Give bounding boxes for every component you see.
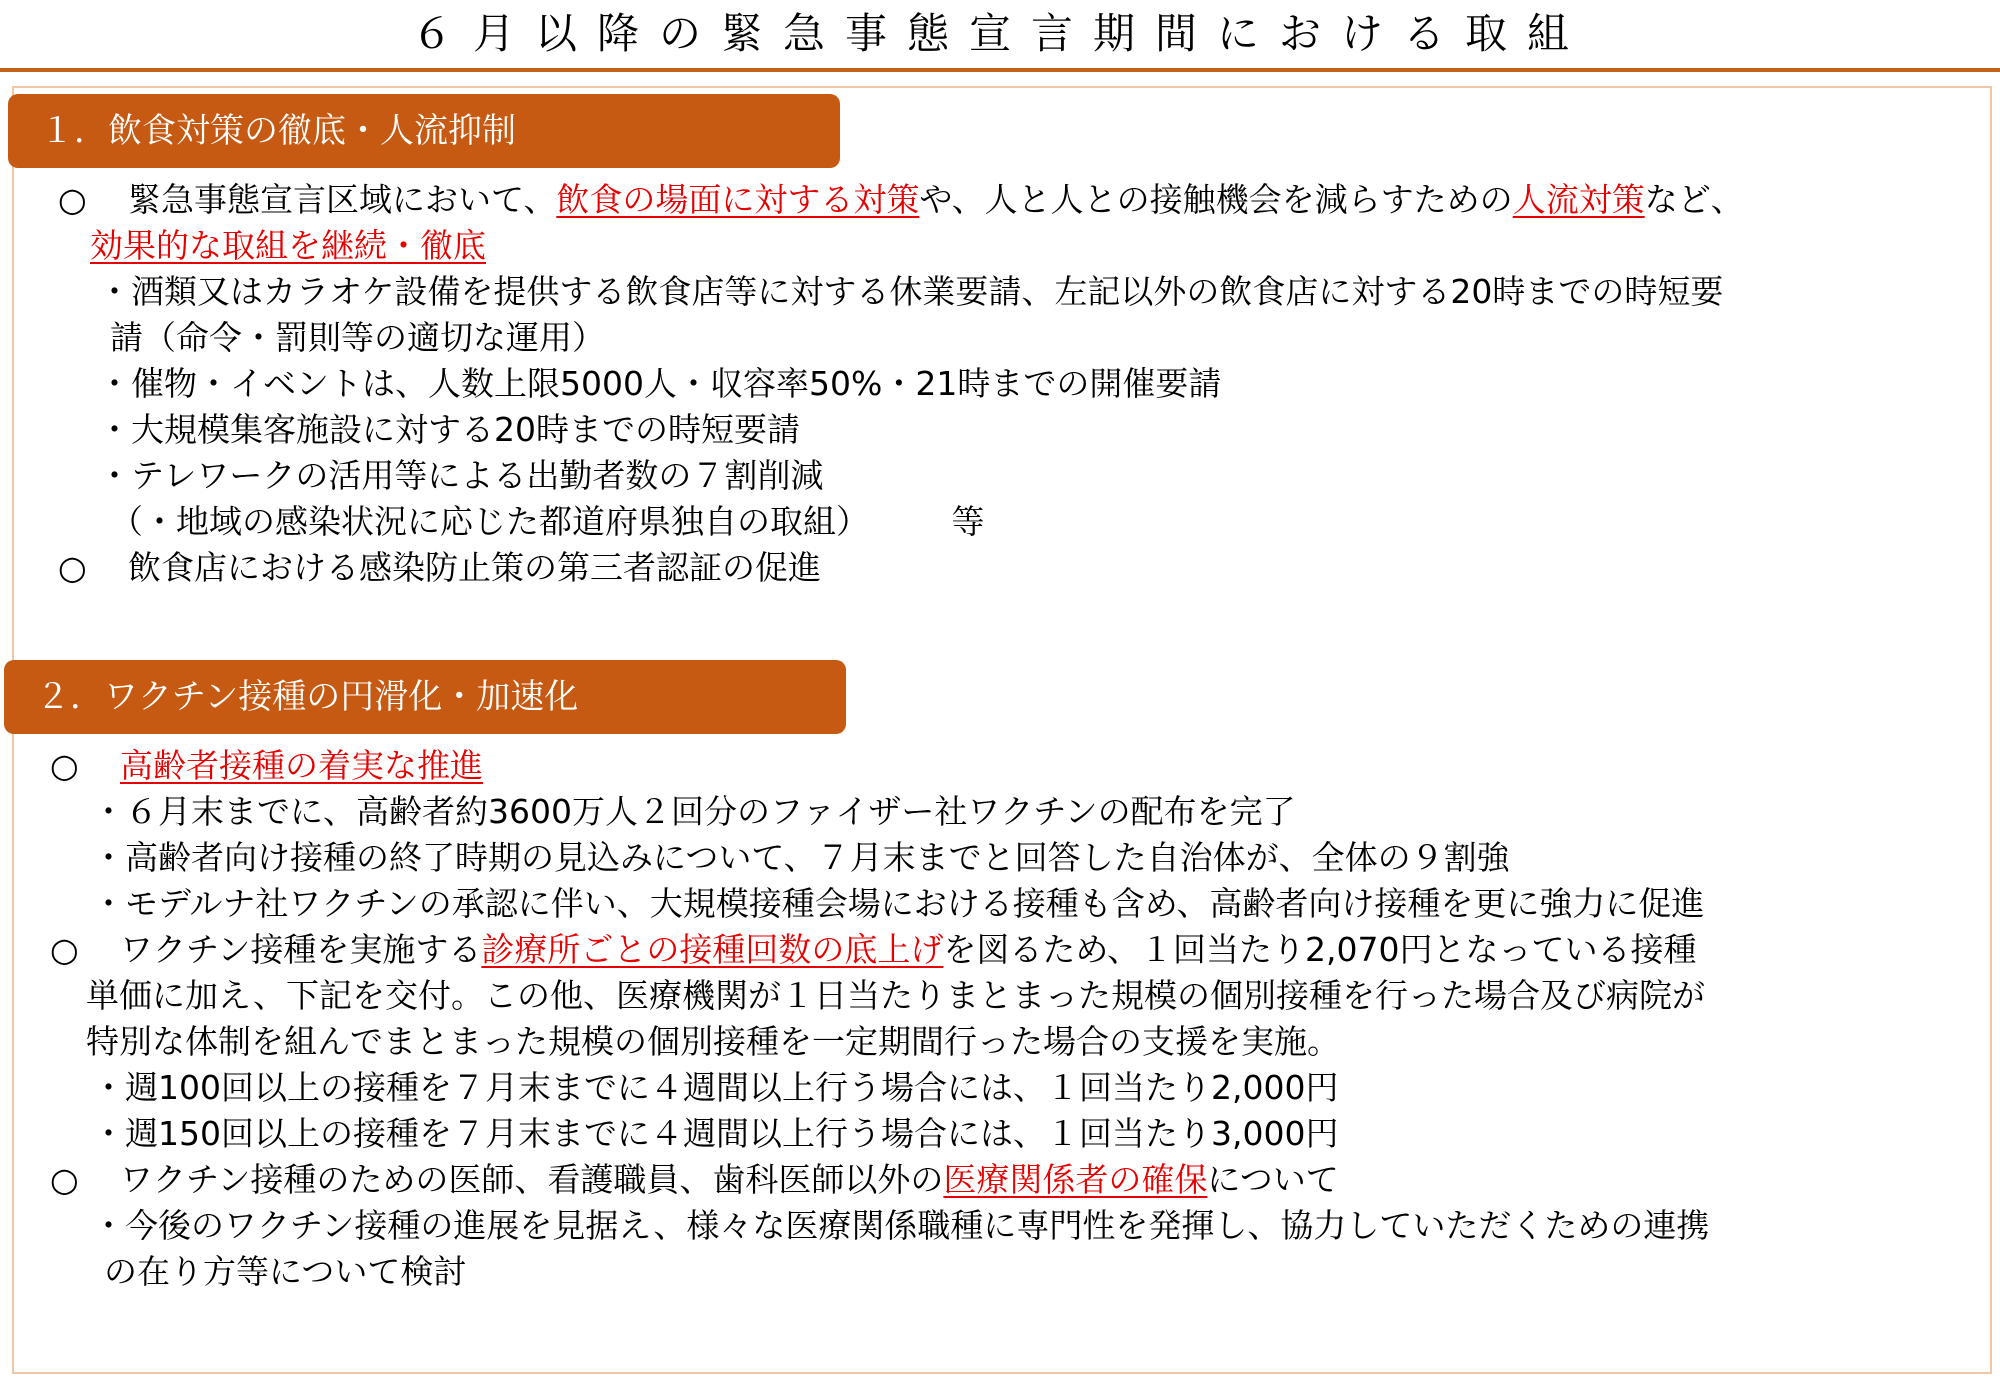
highlighted-text: 高齢者接種の着実な推進 xyxy=(120,746,483,785)
body-text: について xyxy=(1207,1160,1339,1199)
body-text: など、 xyxy=(1644,180,1744,219)
text-line xyxy=(90,224,486,268)
bullet-item xyxy=(50,744,483,788)
text-line xyxy=(92,1112,1338,1156)
title-underline xyxy=(0,68,2000,72)
body-text: （・地域の感染状況に応じた都道府県独自の取組） 等 xyxy=(110,502,985,541)
body-text: 緊急事態宣言区域において、 xyxy=(128,180,557,219)
text-line xyxy=(98,270,1723,314)
bullet-item xyxy=(50,928,1697,972)
text-line xyxy=(92,790,1296,834)
bullet-item xyxy=(58,546,821,590)
text-line xyxy=(110,500,985,544)
text-line xyxy=(92,882,1704,926)
text-line xyxy=(92,836,1510,880)
body-text: ・大規模集客施設に対する20時までの時短要請 xyxy=(98,410,800,449)
text-line xyxy=(92,1066,1338,1110)
page-title: ６月以降の緊急事態宣言期間における取組 xyxy=(410,9,1589,58)
highlighted-text: 効果的な取組を継続・徹底 xyxy=(90,226,486,265)
body-text: ワクチン接種のための医師、看護職員、歯科医師以外の xyxy=(120,1160,944,1199)
body-text: ・テレワークの活用等による出勤者数の７割削減 xyxy=(98,456,824,495)
text-line xyxy=(98,408,800,452)
circle-bullet: ○ xyxy=(50,1160,79,1199)
text-line xyxy=(110,316,605,360)
body-text: ・酒類又はカラオケ設備を提供する飲食店等に対する休業要請、左記以外の飲食店に対する20時までの時短要 xyxy=(98,272,1724,311)
text-line xyxy=(104,1250,466,1294)
body-text: 特別な体制を組んでまとまった規模の個別接種を一定期間行った場合の支援を実施。 xyxy=(86,1022,1340,1061)
highlighted-text: 診療所ごとの接種回数の底上げ xyxy=(481,930,944,969)
section-header-1: １．飲食対策の徹底・人流抑制 xyxy=(8,94,840,168)
body-text: ワクチン接種を実施する xyxy=(120,930,482,969)
bullet-item xyxy=(58,178,1744,222)
body-text: 請（命令・罰則等の適切な運用） xyxy=(110,318,605,357)
text-line xyxy=(86,1020,1340,1064)
body-text: ・モデルナ社ワクチンの承認に伴い、大規模接種会場における接種も含め、高齢者向け接種を更に強力に促進 xyxy=(92,884,1705,923)
text-line xyxy=(86,974,1705,1018)
text-line xyxy=(92,1204,1709,1248)
bullet-item xyxy=(50,1158,1339,1202)
body-text: ・今後のワクチン接種の進展を見据え、様々な医療関係職種に専門性を発揮し、協力していただくための連携 xyxy=(92,1206,1710,1245)
highlighted-text: 飲食の場面に対する対策 xyxy=(556,180,920,219)
body-text: ・６月末までに、高齢者約3600万人２回分のファイザー社ワクチンの配布を完了 xyxy=(92,792,1296,831)
body-text: の在り方等について検討 xyxy=(104,1252,467,1291)
body-text: や、人と人との接触機会を減らすための xyxy=(919,180,1513,219)
text-line xyxy=(98,362,1221,406)
circle-bullet: ○ xyxy=(50,930,79,969)
circle-bullet: ○ xyxy=(50,746,79,785)
body-text: ・週150回以上の接種を７月末までに４週間以上行う場合には、１回当たり3,000円 xyxy=(92,1114,1339,1153)
body-text: ・高齢者向け接種の終了時期の見込みについて、７月末までと回答した自治体が、全体の９割強 xyxy=(92,838,1510,877)
circle-bullet: ○ xyxy=(58,548,87,587)
highlighted-text: 医療関係者の確保 xyxy=(943,1160,1208,1199)
circle-bullet: ○ xyxy=(58,180,87,219)
body-text: 飲食店における感染防止策の第三者認証の促進 xyxy=(128,548,821,587)
text-line xyxy=(98,454,823,498)
body-text: 単価に加え、下記を交付。この他、医療機関が１日当たりまとまった規模の個別接種を行った場合及び病院が xyxy=(86,976,1705,1015)
highlighted-text: 人流対策 xyxy=(1512,180,1645,219)
body-text: ・週100回以上の接種を７月末までに４週間以上行う場合には、１回当たり2,000円 xyxy=(92,1068,1339,1107)
body-text: を図るため、１回当たり2,070円となっている接種 xyxy=(943,930,1697,969)
section-header-2: ２．ワクチン接種の円滑化・加速化 xyxy=(4,660,846,734)
body-text: ・催物・イベントは、人数上限5000人・収容率50%・21時までの開催要請 xyxy=(98,364,1222,403)
